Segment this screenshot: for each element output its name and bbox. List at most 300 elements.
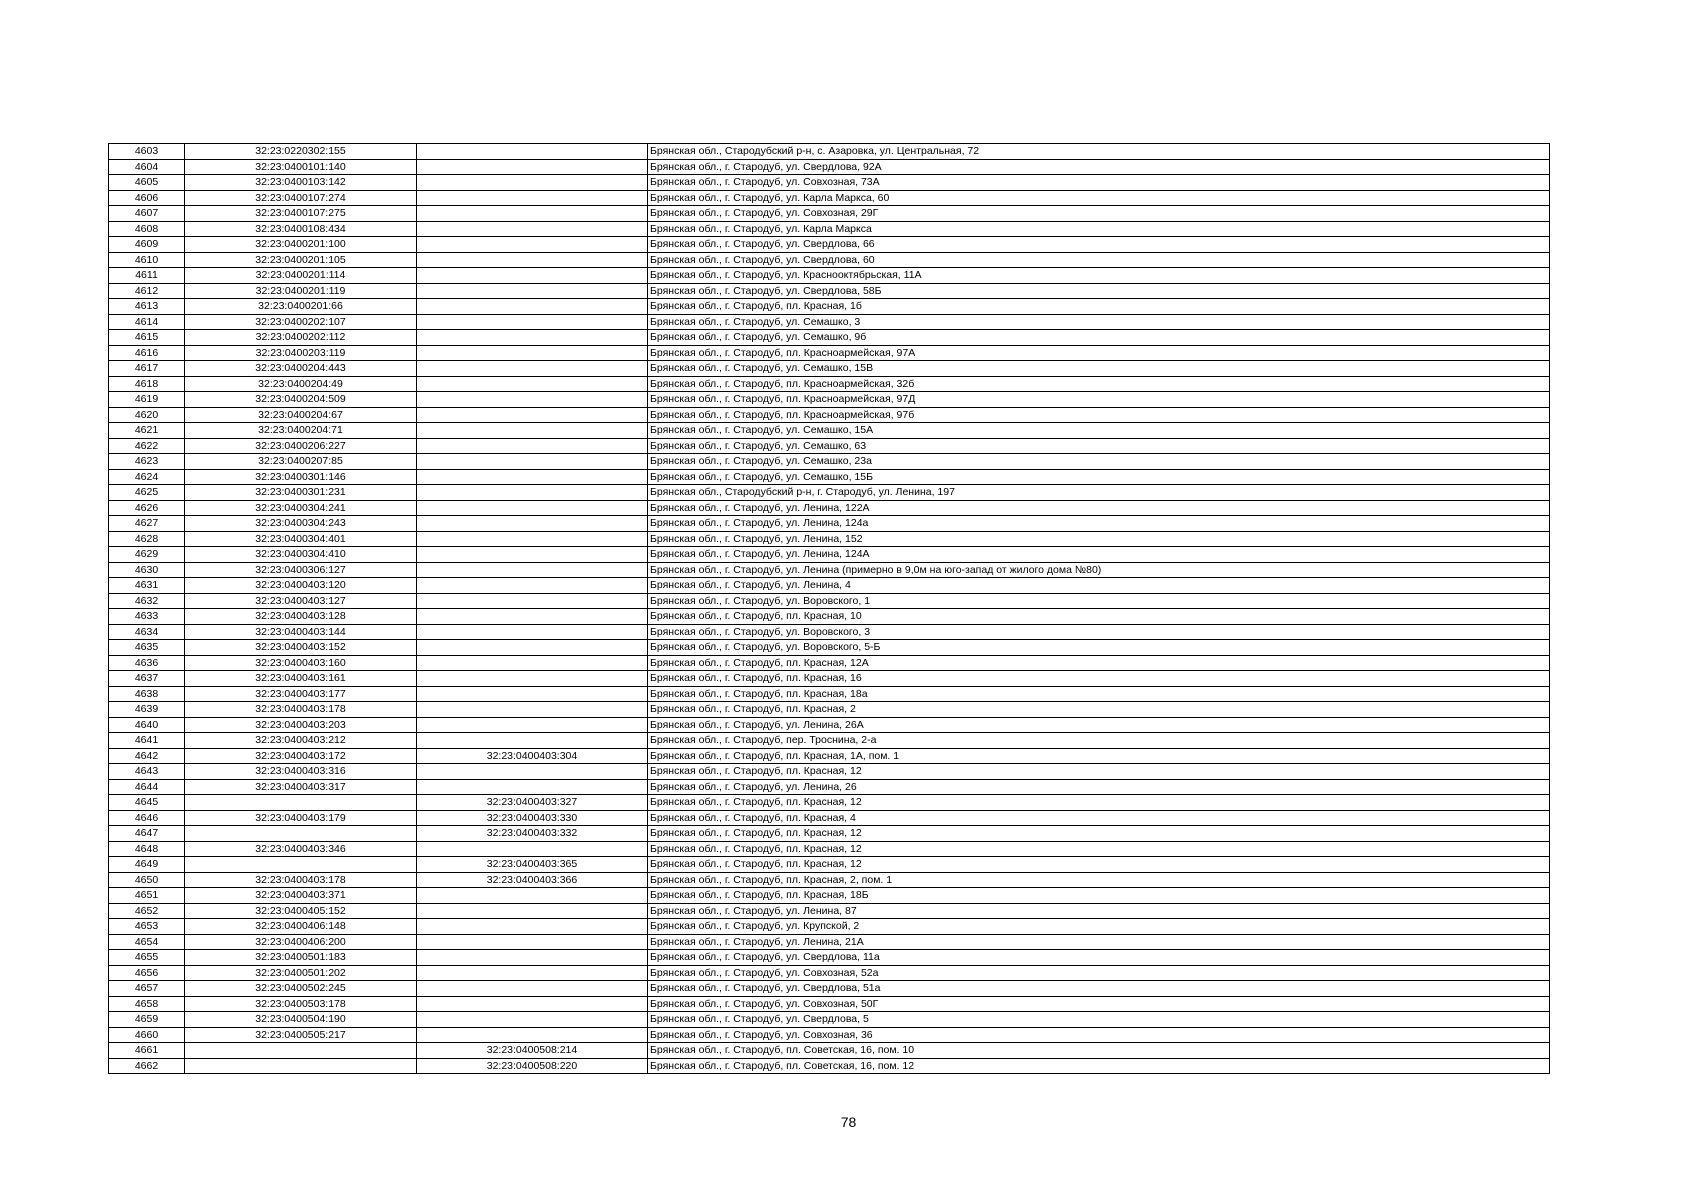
cadastral-number-cell: 32:23:0400403:179 <box>185 810 417 826</box>
premises-cadastral-number-cell: 32:23:0400403:365 <box>417 857 648 873</box>
row-number-cell: 4625 <box>109 485 185 501</box>
cadastral-number-cell: 32:23:0400403:178 <box>185 702 417 718</box>
row-number-cell: 4655 <box>109 950 185 966</box>
row-number-cell: 4627 <box>109 516 185 532</box>
premises-cadastral-number-cell <box>417 934 648 950</box>
row-number-cell: 4619 <box>109 392 185 408</box>
cadastral-number-cell: 32:23:0400301:231 <box>185 485 417 501</box>
table-row <box>109 547 1550 563</box>
address-cell: Брянская обл., г. Стародуб, ул. Семашко, 15А <box>648 423 1550 439</box>
address-cell: Брянская обл., г. Стародуб, пл. Красная, 12 <box>648 826 1550 842</box>
cadastral-number-cell: 32:23:0400304:243 <box>185 516 417 532</box>
cadastral-number-cell: 32:23:0400204:443 <box>185 361 417 377</box>
row-number-cell: 4622 <box>109 438 185 454</box>
address-cell: Брянская обл., г. Стародуб, ул. Свердлова, 5 <box>648 1012 1550 1028</box>
cadastral-number-cell: 32:23:0400204:509 <box>185 392 417 408</box>
address-cell: Брянская обл., г. Стародуб, ул. Семашко, 15В <box>648 361 1550 377</box>
cadastral-number-cell: 32:23:0400403:177 <box>185 686 417 702</box>
premises-cadastral-number-cell <box>417 159 648 175</box>
premises-cadastral-number-cell <box>417 640 648 656</box>
cadastral-number-cell: 32:23:0400403:160 <box>185 655 417 671</box>
address-cell: Брянская обл., г. Стародуб, ул. Ленина, 21А <box>648 934 1550 950</box>
table-row <box>109 190 1550 206</box>
premises-cadastral-number-cell <box>417 562 648 578</box>
table-row <box>109 516 1550 532</box>
address-cell: Брянская обл., г. Стародуб, ул. Семашко, 23а <box>648 454 1550 470</box>
address-cell: Брянская обл., г. Стародуб, пл. Советская, 16, пом. 12 <box>648 1058 1550 1074</box>
table-row <box>109 686 1550 702</box>
row-number-cell: 4631 <box>109 578 185 594</box>
row-number-cell: 4623 <box>109 454 185 470</box>
row-number-cell: 4648 <box>109 841 185 857</box>
premises-cadastral-number-cell <box>417 268 648 284</box>
address-cell: Брянская обл., г. Стародуб, пл. Красная, 4 <box>648 810 1550 826</box>
address-cell: Брянская обл., г. Стародуб, ул. Карла Маркса <box>648 221 1550 237</box>
table-row <box>109 159 1550 175</box>
address-cell: Брянская обл., Стародубский р-н, с. Азаровка, ул. Центральная, 72 <box>648 144 1550 160</box>
premises-cadastral-number-cell: 32:23:0400403:327 <box>417 795 648 811</box>
premises-cadastral-number-cell <box>417 500 648 516</box>
table-row <box>109 903 1550 919</box>
premises-cadastral-number-cell <box>417 407 648 423</box>
row-number-cell: 4661 <box>109 1043 185 1059</box>
address-cell: Брянская обл., г. Стародуб, пл. Красноармейская, 97А <box>648 345 1550 361</box>
table-row <box>109 299 1550 315</box>
row-number-cell: 4620 <box>109 407 185 423</box>
table-row <box>109 500 1550 516</box>
table-row <box>109 283 1550 299</box>
address-cell: Брянская обл., г. Стародуб, ул. Свердлова, 11а <box>648 950 1550 966</box>
cadastral-number-cell: 32:23:0400501:202 <box>185 965 417 981</box>
premises-cadastral-number-cell <box>417 888 648 904</box>
address-cell: Брянская обл., г. Стародуб, ул. Ленина (примерно в 9,0м на юго-запад от жилого дома №80) <box>648 562 1550 578</box>
address-cell: Брянская обл., г. Стародуб, ул. Свердлова, 60 <box>648 252 1550 268</box>
table-row <box>109 485 1550 501</box>
premises-cadastral-number-cell <box>417 733 648 749</box>
row-number-cell: 4607 <box>109 206 185 222</box>
premises-cadastral-number-cell <box>417 423 648 439</box>
table-row <box>109 1058 1550 1074</box>
cadastral-number-cell: 32:23:0400107:274 <box>185 190 417 206</box>
row-number-cell: 4643 <box>109 764 185 780</box>
premises-cadastral-number-cell: 32:23:0400508:214 <box>417 1043 648 1059</box>
premises-cadastral-number-cell <box>417 283 648 299</box>
cadastral-number-cell: 32:23:0400204:67 <box>185 407 417 423</box>
row-number-cell: 4657 <box>109 981 185 997</box>
cadastral-number-cell <box>185 1043 417 1059</box>
table-row <box>109 748 1550 764</box>
table-row <box>109 934 1550 950</box>
premises-cadastral-number-cell <box>417 717 648 733</box>
address-cell: Брянская обл., г. Стародуб, ул. Ленина, 26 <box>648 779 1550 795</box>
cadastral-number-cell <box>185 826 417 842</box>
row-number-cell: 4613 <box>109 299 185 315</box>
row-number-cell: 4633 <box>109 609 185 625</box>
table-row <box>109 392 1550 408</box>
premises-cadastral-number-cell <box>417 345 648 361</box>
address-cell: Брянская обл., г. Стародуб, ул. Совхозная, 52а <box>648 965 1550 981</box>
cadastral-number-cell: 32:23:0400206:227 <box>185 438 417 454</box>
premises-cadastral-number-cell <box>417 671 648 687</box>
row-number-cell: 4611 <box>109 268 185 284</box>
address-cell: Брянская обл., г. Стародуб, ул. Семашко, 63 <box>648 438 1550 454</box>
table-row <box>109 345 1550 361</box>
table-row <box>109 733 1550 749</box>
row-number-cell: 4626 <box>109 500 185 516</box>
row-number-cell: 4649 <box>109 857 185 873</box>
cadastral-number-cell: 32:23:0400304:241 <box>185 500 417 516</box>
address-cell: Брянская обл., г. Стародуб, пл. Красная, 16 <box>648 671 1550 687</box>
premises-cadastral-number-cell: 32:23:0400508:220 <box>417 1058 648 1074</box>
table-row <box>109 361 1550 377</box>
premises-cadastral-number-cell <box>417 485 648 501</box>
cadastral-number-cell: 32:23:0400108:434 <box>185 221 417 237</box>
premises-cadastral-number-cell <box>417 221 648 237</box>
address-cell: Брянская обл., г. Стародуб, ул. Ленина, 152 <box>648 531 1550 547</box>
cadastral-number-cell: 32:23:0400304:410 <box>185 547 417 563</box>
cadastral-number-cell: 32:23:0400301:146 <box>185 469 417 485</box>
address-cell: Брянская обл., г. Стародуб, ул. Воровского, 5-Б <box>648 640 1550 656</box>
row-number-cell: 4654 <box>109 934 185 950</box>
cadastral-number-cell: 32:23:0400403:120 <box>185 578 417 594</box>
address-cell: Брянская обл., г. Стародуб, ул. Ленина, 4 <box>648 578 1550 594</box>
premises-cadastral-number-cell <box>417 454 648 470</box>
table-row <box>109 252 1550 268</box>
address-cell: Брянская обл., г. Стародуб, пер. Троснина, 2-а <box>648 733 1550 749</box>
premises-cadastral-number-cell <box>417 547 648 563</box>
table-row <box>109 469 1550 485</box>
premises-cadastral-number-cell <box>417 981 648 997</box>
address-cell: Брянская обл., г. Стародуб, пл. Красная, 1А, пом. 1 <box>648 748 1550 764</box>
row-number-cell: 4658 <box>109 996 185 1012</box>
address-cell: Брянская обл., г. Стародуб, пл. Красная, 18Б <box>648 888 1550 904</box>
premises-cadastral-number-cell <box>417 438 648 454</box>
premises-cadastral-number-cell <box>417 1027 648 1043</box>
premises-cadastral-number-cell <box>417 206 648 222</box>
table-row <box>109 981 1550 997</box>
address-cell: Брянская обл., г. Стародуб, пл. Красная, 12А <box>648 655 1550 671</box>
row-number-cell: 4640 <box>109 717 185 733</box>
cadastral-number-cell: 32:23:0400403:212 <box>185 733 417 749</box>
row-number-cell: 4639 <box>109 702 185 718</box>
cadastral-number-cell: 32:23:0400202:107 <box>185 314 417 330</box>
row-number-cell: 4624 <box>109 469 185 485</box>
premises-cadastral-number-cell <box>417 237 648 253</box>
cadastral-number-cell <box>185 795 417 811</box>
cadastral-number-cell: 32:23:0400103:142 <box>185 175 417 191</box>
table-row <box>109 624 1550 640</box>
address-cell: Брянская обл., г. Стародуб, ул. Карла Маркса, 60 <box>648 190 1550 206</box>
table-row <box>109 996 1550 1012</box>
premises-cadastral-number-cell <box>417 686 648 702</box>
address-cell: Брянская обл., г. Стародуб, пл. Красная, 2, пом. 1 <box>648 872 1550 888</box>
address-cell: Брянская обл., г. Стародуб, ул. Ленина, 26А <box>648 717 1550 733</box>
row-number-cell: 4637 <box>109 671 185 687</box>
table-row <box>109 330 1550 346</box>
address-cell: Брянская обл., г. Стародуб, ул. Ленина, 124а <box>648 516 1550 532</box>
table-row <box>109 593 1550 609</box>
premises-cadastral-number-cell <box>417 609 648 625</box>
row-number-cell: 4609 <box>109 237 185 253</box>
premises-cadastral-number-cell: 32:23:0400403:366 <box>417 872 648 888</box>
cadastral-number-cell: 32:23:0400403:152 <box>185 640 417 656</box>
address-cell: Брянская обл., г. Стародуб, пл. Красная, 10 <box>648 609 1550 625</box>
cadastral-number-cell: 32:23:0400403:172 <box>185 748 417 764</box>
row-number-cell: 4641 <box>109 733 185 749</box>
row-number-cell: 4616 <box>109 345 185 361</box>
premises-cadastral-number-cell <box>417 578 648 594</box>
premises-cadastral-number-cell <box>417 655 648 671</box>
address-cell: Брянская обл., г. Стародуб, пл. Красноармейская, 32б <box>648 376 1550 392</box>
address-cell: Брянская обл., г. Стародуб, ул. Свердлова, 51а <box>648 981 1550 997</box>
address-cell: Брянская обл., г. Стародуб, пл. Красная, 12 <box>648 841 1550 857</box>
cadastral-number-cell: 32:23:0400306:127 <box>185 562 417 578</box>
row-number-cell: 4606 <box>109 190 185 206</box>
premises-cadastral-number-cell <box>417 624 648 640</box>
premises-cadastral-number-cell <box>417 314 648 330</box>
cadastral-number-cell: 32:23:0400201:100 <box>185 237 417 253</box>
row-number-cell: 4610 <box>109 252 185 268</box>
row-number-cell: 4647 <box>109 826 185 842</box>
table-row <box>109 950 1550 966</box>
row-number-cell: 4614 <box>109 314 185 330</box>
table-row <box>109 857 1550 873</box>
premises-cadastral-number-cell <box>417 299 648 315</box>
address-cell: Брянская обл., г. Стародуб, пл. Красная, 12 <box>648 764 1550 780</box>
cadastral-number-cell: 32:23:0400504:190 <box>185 1012 417 1028</box>
cadastral-number-cell: 32:23:0400501:183 <box>185 950 417 966</box>
row-number-cell: 4630 <box>109 562 185 578</box>
row-number-cell: 4615 <box>109 330 185 346</box>
row-number-cell: 4642 <box>109 748 185 764</box>
table-row <box>109 655 1550 671</box>
premises-cadastral-number-cell <box>417 919 648 935</box>
address-cell: Брянская обл., г. Стародуб, ул. Краснооктябрьская, 11А <box>648 268 1550 284</box>
row-number-cell: 4644 <box>109 779 185 795</box>
address-cell: Брянская обл., г. Стародуб, пл. Красная, 12 <box>648 795 1550 811</box>
address-cell: Брянская обл., г. Стародуб, ул. Семашко, 3 <box>648 314 1550 330</box>
table-row <box>109 717 1550 733</box>
table-row <box>109 1043 1550 1059</box>
cadastral-number-cell: 32:23:0400406:200 <box>185 934 417 950</box>
row-number-cell: 4636 <box>109 655 185 671</box>
premises-cadastral-number-cell <box>417 779 648 795</box>
cadastral-number-cell: 32:23:0400204:49 <box>185 376 417 392</box>
address-cell: Брянская обл., г. Стародуб, ул. Ленина, 122А <box>648 500 1550 516</box>
table-row <box>109 221 1550 237</box>
table-row <box>109 1027 1550 1043</box>
premises-cadastral-number-cell <box>417 531 648 547</box>
cadastral-number-cell: 32:23:0400203:119 <box>185 345 417 361</box>
premises-cadastral-number-cell <box>417 330 648 346</box>
table-row <box>109 562 1550 578</box>
cadastral-number-cell: 32:23:0400201:114 <box>185 268 417 284</box>
row-number-cell: 4662 <box>109 1058 185 1074</box>
cadastral-number-cell: 32:23:0400403:178 <box>185 872 417 888</box>
cadastral-number-cell: 32:23:0400201:105 <box>185 252 417 268</box>
table-row <box>109 888 1550 904</box>
premises-cadastral-number-cell <box>417 903 648 919</box>
row-number-cell: 4652 <box>109 903 185 919</box>
table-row <box>109 1012 1550 1028</box>
row-number-cell: 4604 <box>109 159 185 175</box>
premises-cadastral-number-cell <box>417 702 648 718</box>
address-cell: Брянская обл., г. Стародуб, ул. Свердлова, 58Б <box>648 283 1550 299</box>
cadastral-number-cell: 32:23:0400107:275 <box>185 206 417 222</box>
table-row <box>109 268 1550 284</box>
address-cell: Брянская обл., г. Стародуб, ул. Воровского, 3 <box>648 624 1550 640</box>
cadastral-number-cell: 32:23:0400403:203 <box>185 717 417 733</box>
cadastral-number-cell: 32:23:0400403:127 <box>185 593 417 609</box>
table-row <box>109 826 1550 842</box>
table-row <box>109 919 1550 935</box>
table-row <box>109 609 1550 625</box>
table-row <box>109 671 1550 687</box>
row-number-cell: 4659 <box>109 1012 185 1028</box>
premises-cadastral-number-cell <box>417 593 648 609</box>
row-number-cell: 4638 <box>109 686 185 702</box>
table-row <box>109 810 1550 826</box>
premises-cadastral-number-cell: 32:23:0400403:332 <box>417 826 648 842</box>
cadastral-number-cell: 32:23:0400403:371 <box>185 888 417 904</box>
address-cell: Брянская обл., г. Стародуб, пл. Красная, 1б <box>648 299 1550 315</box>
address-cell: Брянская обл., г. Стародуб, ул. Совхозная, 73А <box>648 175 1550 191</box>
table-row <box>109 841 1550 857</box>
cadastral-number-cell <box>185 1058 417 1074</box>
row-number-cell: 4634 <box>109 624 185 640</box>
row-number-cell: 4660 <box>109 1027 185 1043</box>
registry-table-body <box>109 144 1550 1074</box>
address-cell: Брянская обл., г. Стародуб, ул. Ленина, 87 <box>648 903 1550 919</box>
cadastral-number-cell: 32:23:0400502:245 <box>185 981 417 997</box>
row-number-cell: 4608 <box>109 221 185 237</box>
row-number-cell: 4629 <box>109 547 185 563</box>
cadastral-number-cell <box>185 857 417 873</box>
cadastral-number-cell: 32:23:0400304:401 <box>185 531 417 547</box>
premises-cadastral-number-cell <box>417 144 648 160</box>
cadastral-number-cell: 32:23:0400406:148 <box>185 919 417 935</box>
premises-cadastral-number-cell <box>417 764 648 780</box>
premises-cadastral-number-cell <box>417 252 648 268</box>
cadastral-number-cell: 32:23:0400207:85 <box>185 454 417 470</box>
table-row <box>109 779 1550 795</box>
address-cell: Брянская обл., г. Стародуб, ул. Воровского, 1 <box>648 593 1550 609</box>
cadastral-number-cell: 32:23:0400204:71 <box>185 423 417 439</box>
cadastral-number-cell: 32:23:0400403:144 <box>185 624 417 640</box>
premises-cadastral-number-cell <box>417 950 648 966</box>
table-row <box>109 314 1550 330</box>
table-row <box>109 237 1550 253</box>
row-number-cell: 4603 <box>109 144 185 160</box>
row-number-cell: 4646 <box>109 810 185 826</box>
cadastral-number-cell: 32:23:0400403:128 <box>185 609 417 625</box>
cadastral-number-cell: 32:23:0400503:178 <box>185 996 417 1012</box>
cadastral-number-cell: 32:23:0400403:161 <box>185 671 417 687</box>
row-number-cell: 4605 <box>109 175 185 191</box>
table-row <box>109 531 1550 547</box>
cadastral-number-cell: 32:23:0400202:112 <box>185 330 417 346</box>
address-cell: Брянская обл., г. Стародуб, ул. Семашко, 15Б <box>648 469 1550 485</box>
cadastral-number-cell: 32:23:0400403:316 <box>185 764 417 780</box>
page-number: 78 <box>840 1114 857 1130</box>
cadastral-number-cell: 32:23:0220302:155 <box>185 144 417 160</box>
row-number-cell: 4628 <box>109 531 185 547</box>
address-cell: Брянская обл., г. Стародуб, пл. Красная, 2 <box>648 702 1550 718</box>
row-number-cell: 4621 <box>109 423 185 439</box>
premises-cadastral-number-cell <box>417 1012 648 1028</box>
row-number-cell: 4635 <box>109 640 185 656</box>
address-cell: Брянская обл., г. Стародуб, пл. Красная, 18а <box>648 686 1550 702</box>
row-number-cell: 4618 <box>109 376 185 392</box>
table-row <box>109 206 1550 222</box>
cadastral-number-cell: 32:23:0400505:217 <box>185 1027 417 1043</box>
address-cell: Брянская обл., г. Стародуб, ул. Ленина, 124А <box>648 547 1550 563</box>
table-row <box>109 764 1550 780</box>
premises-cadastral-number-cell: 32:23:0400403:330 <box>417 810 648 826</box>
cadastral-number-cell: 32:23:0400403:346 <box>185 841 417 857</box>
table-row <box>109 795 1550 811</box>
cadastral-number-cell: 32:23:0400201:119 <box>185 283 417 299</box>
table-row <box>109 640 1550 656</box>
row-number-cell: 4650 <box>109 872 185 888</box>
address-cell: Брянская обл., г. Стародуб, ул. Свердлова, 92А <box>648 159 1550 175</box>
cadastral-registry-table <box>108 143 1550 1074</box>
row-number-cell: 4651 <box>109 888 185 904</box>
address-cell: Брянская обл., г. Стародуб, пл. Красноармейская, 97Д <box>648 392 1550 408</box>
table-row <box>109 872 1550 888</box>
premises-cadastral-number-cell: 32:23:0400403:304 <box>417 748 648 764</box>
address-cell: Брянская обл., г. Стародуб, пл. Красноармейская, 97б <box>648 407 1550 423</box>
premises-cadastral-number-cell <box>417 361 648 377</box>
cadastral-number-cell: 32:23:0400405:152 <box>185 903 417 919</box>
row-number-cell: 4632 <box>109 593 185 609</box>
premises-cadastral-number-cell <box>417 996 648 1012</box>
premises-cadastral-number-cell <box>417 376 648 392</box>
premises-cadastral-number-cell <box>417 392 648 408</box>
table-row <box>109 454 1550 470</box>
table-row <box>109 376 1550 392</box>
row-number-cell: 4617 <box>109 361 185 377</box>
address-cell: Брянская обл., г. Стародуб, ул. Свердлова, 66 <box>648 237 1550 253</box>
row-number-cell: 4612 <box>109 283 185 299</box>
premises-cadastral-number-cell <box>417 516 648 532</box>
table-row <box>109 438 1550 454</box>
address-cell: Брянская обл., г. Стародуб, ул. Крупской, 2 <box>648 919 1550 935</box>
address-cell: Брянская обл., г. Стародуб, ул. Совхозная, 36 <box>648 1027 1550 1043</box>
cadastral-number-cell: 32:23:0400403:317 <box>185 779 417 795</box>
table-row <box>109 175 1550 191</box>
address-cell: Брянская обл., г. Стародуб, пл. Красная, 12 <box>648 857 1550 873</box>
table-row <box>109 702 1550 718</box>
row-number-cell: 4645 <box>109 795 185 811</box>
address-cell: Брянская обл., Стародубский р-н, г. Стародуб, ул. Ленина, 197 <box>648 485 1550 501</box>
row-number-cell: 4653 <box>109 919 185 935</box>
table-row <box>109 423 1550 439</box>
address-cell: Брянская обл., г. Стародуб, ул. Семашко, 9б <box>648 330 1550 346</box>
table-row <box>109 144 1550 160</box>
cadastral-number-cell: 32:23:0400101:140 <box>185 159 417 175</box>
premises-cadastral-number-cell <box>417 469 648 485</box>
address-cell: Брянская обл., г. Стародуб, ул. Совхозная, 50Г <box>648 996 1550 1012</box>
premises-cadastral-number-cell <box>417 965 648 981</box>
table-row <box>109 407 1550 423</box>
row-number-cell: 4656 <box>109 965 185 981</box>
premises-cadastral-number-cell <box>417 841 648 857</box>
table-row <box>109 578 1550 594</box>
address-cell: Брянская обл., г. Стародуб, ул. Совхозная, 29Г <box>648 206 1550 222</box>
premises-cadastral-number-cell <box>417 190 648 206</box>
premises-cadastral-number-cell <box>417 175 648 191</box>
